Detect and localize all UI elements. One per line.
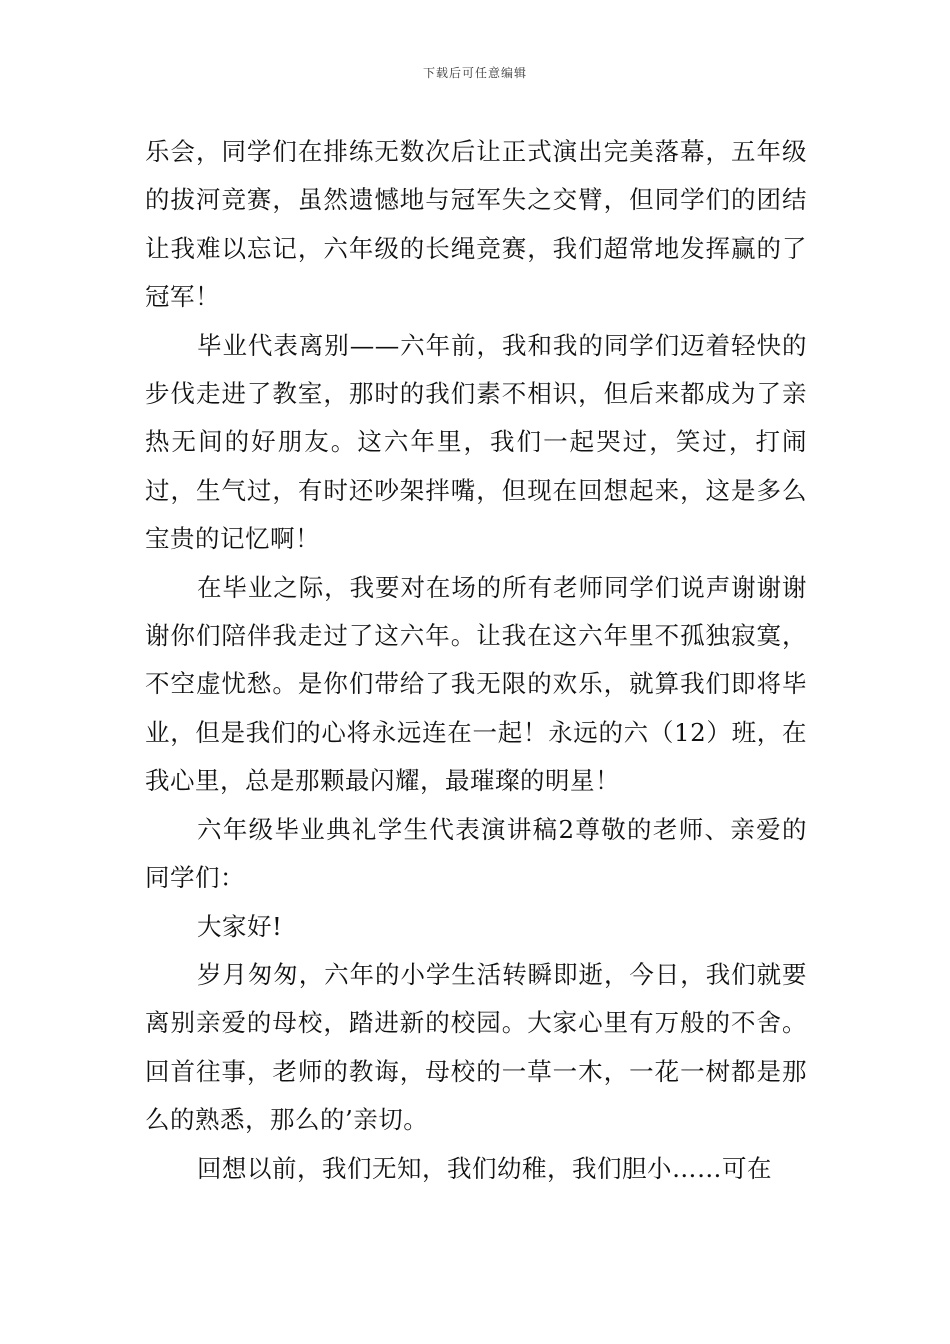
paragraph-4: 六年级毕业典礼学生代表演讲稿2尊敬的老师、亲爱的同学们： <box>145 814 807 893</box>
paragraph-2: 毕业代表离别——六年前，我和我的同学们迈着轻快的步伐走进了教室，那时的我们素不相识，但后来都成为了亲热无间的好朋友。这六年里，我们一起哭过，笑过，打闹过，生气过，有时还吵架拌嘴，但现在回想起来，这是多么宝贵的记忆啊！ <box>145 330 807 554</box>
document-body <box>145 128 807 1193</box>
paragraph-5: 大家好! <box>197 911 283 941</box>
paragraph-7: 回想以前，我们无知，我们幼稚，我们胆小……可在 <box>197 1153 772 1183</box>
paragraph-3: 在毕业之际，我要对在场的所有老师同学们说声谢谢谢谢你们陪伴我走过了这六年。让我在这六年里不孤独寂寞，不空虚忧愁。是你们带给了我无限的欢乐，就算我们即将毕业，但是我们的心将永远连在一起！永远的六（12）班，在我心里，总是那颗最闪耀，最璀璨的明星！ <box>145 572 807 796</box>
paragraph-1: 乐会，同学们在排练无数次后让正式演出完美落幕，五年级的拔河竞赛，虽然遗憾地与冠军失之交臂，但同学们的团结让我难以忘记，六年级的长绳竞赛，我们超常地发挥赢的了冠军！ <box>145 137 807 312</box>
page-header: 下载后可任意编辑 <box>422 66 527 80</box>
paragraph-6: 岁月匆匆，六年的小学生活转瞬即逝，今日，我们就要离别亲爱的母校，踏进新的校园。大家心里有万般的不舍。回首往事，老师的教诲，母校的一草一木，一花一树都是那么的熟悉，那么的’亲切。 <box>145 959 807 1135</box>
